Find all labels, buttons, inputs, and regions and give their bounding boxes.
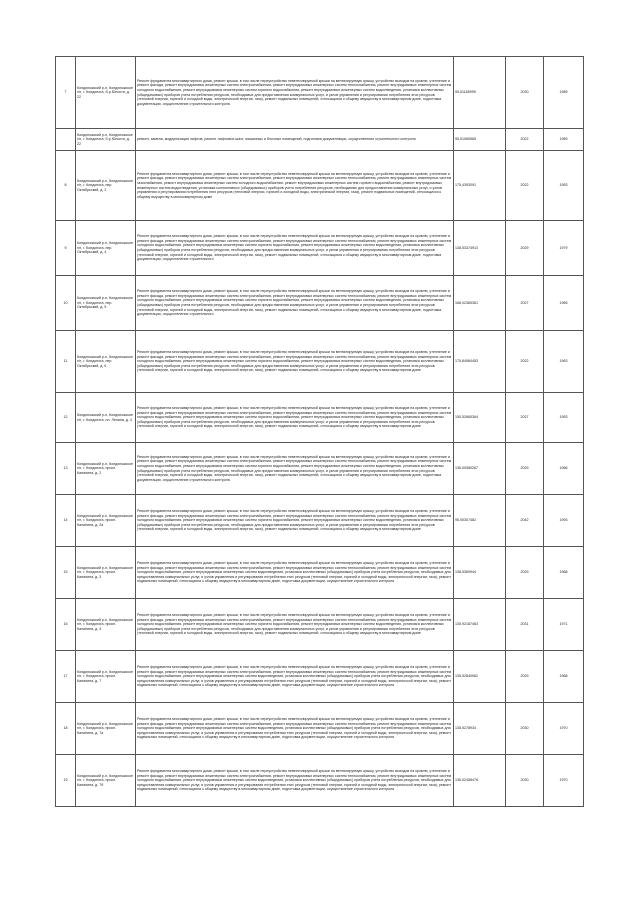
row-number-cell: 17	[56, 651, 76, 703]
address-cell: Кондопожский р-н, Кондопожское г/п, г. Кондопога, просп. Калинина, д. 7	[76, 651, 136, 703]
table-row	[56, 755, 584, 807]
work-type-cell: Ремонт фундамента многоквартирного дома, ремонт крыши, в том числе переустройство невентилируемой крыши на вентилируемую крышу, устройство выходов на кровлю, утепление и ремонт фасада, ремонт внутридомовых инженерных систем электроснабжения, ремонт внутридомовых инженерных систем теплоснабжения, ремонт внутридомовых инженерных систем холодного водоснабжения, ремонт внутридомовых инженерных систем водоотведения, установка коллективных (общедомовых) приборов учета потребления ресурсов, необходимых для предоставления коммунальных услуг, и узлов управления и регулирования потребления этих ресурсов (тепловой энергии, горячей и холодной воды, электрической энергии, газа), ремонт подвальных помещений, относящихся к общему имуществу в многоквартирном доме, подготовка документации, осуществление строительного контроля	[136, 703, 454, 755]
planned-year-cell: 2022	[506, 331, 544, 393]
work-type-cell: Ремонт фундамента многоквартирного дома, ремонт крыши, в том числе переустройство невентилируемой крыши на вентилируемую крышу, устройство выходов на кровлю, утепление и ремонт фасада, ремонт внутридомовых инженерных систем электроснабжения, ремонт внутридомовых инженерных систем теплоснабжения, ремонт внутридомовых инженерных систем холодного водоснабжения, ремонт внутридомовых инженерных систем водоотведения, установка коллективных (общедомовых) приборов учета потребления ресурсов, необходимых для предоставления коммунальных услуг, и узлов управления и регулирования потребления этих ресурсов (тепловой энергии, горячей и холодной воды, электрической энергии, газа), ремонт подвальных помещений, относящихся к общему имуществу в многоквартирном доме, подготовка документации, осуществление строительного контроля	[136, 755, 454, 807]
address-cell: Кондопожский р-н, Кондопожское г/п, г. Кондопога, б-р Юности, д. 22	[76, 57, 136, 129]
work-type-cell: Ремонт фундамента многоквартирного дома, ремонт крыши, в том числе переустройство невентилируемой крыши на вентилируемую крышу, устройство выходов на кровлю, утепление и ремонт фасада, ремонт внутридомовых инженерных систем электроснабжения, ремонт внутридомовых инженерных систем теплоснабжения, ремонт внутридомовых инженерных систем холодного водоснабжения, ремонт внутридомовых инженерных систем горячего водоснабжения, ремонт внутридомовых инженерных систем водоотведения, установка коллективных (общедомовых) приборов учета потребления ресурсов, необходимых для предоставления коммунальных услуг, и узлов управления и регулирования потребления этих ресурсов (тепловой энергии, горячей и холодной воды, электрической энергии, газа), ремонт подвальных помещений, относящихся к общему имуществу в многоквартирном доме, подготовка документации, осуществление строительного	[136, 276, 454, 331]
work-type-cell: Ремонт фундамента многоквартирного дома, ремонт крыши, в том числе переустройство невентилируемой крыши на вентилируемую крышу, устройство выходов на кровлю, утепление и ремонт фасада, ремонт внутридомовых инженерных систем электроснабжения, ремонт внутридомовых инженерных систем теплоснабжения, ремонт внутридомовых инженерных систем газоснабжения, ремонт внутридомовых инженерных систем холодного водоснабжения, ремонт внутридомовых инженерных систем горячего водоснабжения, ремонт внутридомовых инженерных систем водоотведения, установка коллективных (общедомовых) приборов учета потребления ресурсов, необходимых для предоставления коммунальных услуг, и узлов управления и регулирования потребления этих ресурсов (тепловой энергии, горячей и холодной воды, электрической энергии, газа), ремонт подвальных помещений, относящихся к общему имуществу в многоквартирном доме	[136, 151, 454, 221]
build-year-cell: 1953	[544, 393, 584, 443]
row-number-cell: 19	[56, 755, 76, 807]
work-type-cell: Ремонт фундамента многоквартирного дома, ремонт крыши, в том числе переустройство невентилируемой крыши на вентилируемую крышу, устройство выходов на кровлю, утепление и ремонт фасада, ремонт внутридомовых инженерных систем электроснабжения, ремонт внутридомовых инженерных систем теплоснабжения, ремонт внутридомовых инженерных систем холодного водоснабжения, ремонт внутридомовых инженерных систем горячего водоснабжения, ремонт внутридомовых инженерных систем водоотведения, установка коллективных (общедомовых) приборов учета потребления ресурсов, необходимых для предоставления коммунальных услуг, и узлов управления и регулирования потребления этих ресурсов (тепловой энергии, горячей и холодной воды, электрической энергии, газа), ремонт подвальных помещений, относящихся к общему имуществу в многоквартирном доме	[136, 393, 454, 443]
build-year-cell: 1970	[544, 755, 584, 807]
address-cell: Кондопожский р-н, Кондопожское г/п, г. Кондопога, просп. Калинина, д. 4	[76, 599, 136, 651]
table-row	[56, 547, 584, 599]
planned-year-cell: 2027	[506, 393, 544, 443]
cost-cell: 95,50307482	[454, 495, 506, 547]
work-type-cell: Ремонт фундамента многоквартирного дома, ремонт крыши, в том числе переустройство невентилируемой крыши на вентилируемую крышу, устройство выходов на кровлю, утепление и ремонт фасада, ремонт внутридомовых инженерных систем электроснабжения, ремонт внутридомовых инженерных систем теплоснабжения, ремонт внутридомовых инженерных систем холодного водоснабжения, ремонт внутридомовых инженерных систем водоотведения, установка коллективных (общедомовых) приборов учета потребления ресурсов, необходимых для предоставления коммунальных услуг, и узлов управления и регулирования потребления этих ресурсов (тепловой энергии, горячей и холодной воды, электрической энергии, газа), ремонт подвальных помещений, относящихся к общему имуществу в многоквартирном доме, подготовка документации, осуществление строительного контроля	[136, 547, 454, 599]
planned-year-cell: 2031	[506, 599, 544, 651]
build-year-cell: 1993	[544, 495, 584, 547]
cost-cell: 175,84984453	[454, 331, 506, 393]
address-cell: Кондопожский р-н, Кондопожское г/п, г. Кондопога, просп. Калинина, д. 7б	[76, 755, 136, 807]
planned-year-cell: 2029	[506, 221, 544, 276]
planned-year-cell: 2029	[506, 651, 544, 703]
table-row	[56, 443, 584, 495]
planned-year-cell: 2042	[506, 495, 544, 547]
cost-cell: 135,5278934	[454, 703, 506, 755]
table-body	[56, 57, 584, 807]
table-row	[56, 703, 584, 755]
table-row	[56, 151, 584, 221]
capital-repair-table	[55, 56, 584, 807]
address-cell: Кондопожский р-н, Кондопожское г/п, г. Кондопога, пер. Октябрьский, д. 5	[76, 276, 136, 331]
row-number-cell: 12	[56, 393, 76, 443]
work-type-cell: Ремонт фундамента многоквартирного дома, ремонт крыши, в том числе переустройство невентилируемой крыши на вентилируемую крышу, устройство выходов на кровлю, утепление и ремонт фасада, ремонт внутридомовых инженерных систем электроснабжения, ремонт внутридомовых инженерных систем теплоснабжения, ремонт внутридомовых инженерных систем холодного водоснабжения, ремонт внутридомовых инженерных систем горячего водоснабжения, ремонт внутридомовых инженерных систем водоотведения, установка коллективных (общедомовых) приборов учета потребления ресурсов, необходимых для предоставления коммунальных услуг, и узлов управления и регулирования потребления этих ресурсов (тепловой энергии, горячей и холодной воды, электрической энергии, газа), ремонт подвальных помещений, относящихся к общему имуществу в многоквартирном доме	[136, 331, 454, 393]
row-number-cell: 9	[56, 221, 76, 276]
row-number-cell: 18	[56, 703, 76, 755]
work-type-cell: ремонт, замена, модернизация лифтов, ремонт лифтовых шахт, машинных и блочных помещений, подготовка документации, осуществление строительного контроля	[136, 129, 454, 151]
planned-year-cell: 2029	[506, 547, 544, 599]
row-number-cell: 16	[56, 599, 76, 651]
cost-cell: 175,4393091	[454, 151, 506, 221]
cost-cell: 95,51065565	[454, 129, 506, 151]
cost-cell: 136,09380267	[454, 443, 506, 495]
planned-year-cell: 2030	[506, 703, 544, 755]
work-type-cell: Ремонт фундамента многоквартирного дома, ремонт крыши, в том числе переустройство невентилируемой крыши на вентилируемую крышу, устройство выходов на кровлю, утепление и ремонт фасада, ремонт внутридомовых инженерных систем электроснабжения, ремонт внутридомовых инженерных систем теплоснабжения, ремонт внутридомовых инженерных систем холодного водоснабжения, ремонт внутридомовых инженерных систем горячего водоснабжения, ремонт внутридомовых инженерных систем водоотведения, установка коллективных (общедомовых) приборов учета потребления ресурсов, необходимых для предоставления коммунальных услуг, и узлов управления и регулирования потребления этих ресурсов (тепловой энергии, горячей и холодной воды, электрической энергии, газа), ремонт подвальных помещений, относящихся к общему имуществу в многоквартирном доме, подготовка документации, осуществление строительного	[136, 221, 454, 276]
row-number-cell: 8	[56, 151, 76, 221]
row-number-cell: 10	[56, 276, 76, 331]
address-cell: Кондопожский р-н, Кондопожское г/п, г. Кондопога, пер. Октябрьский, д. 4	[76, 221, 136, 276]
cost-cell: 135,52840562	[454, 651, 506, 703]
table-row	[56, 276, 584, 331]
row-number-cell: 13	[56, 443, 76, 495]
table-row	[56, 599, 584, 651]
cost-cell: 136,02458476	[454, 755, 506, 807]
row-number-cell: 7	[56, 57, 76, 129]
planned-year-cell: 2022	[506, 151, 544, 221]
address-cell: Кондопожский р-н, Кондопожское г/п, г. Кондопога, просп. Калинина, д. 2а	[76, 495, 136, 547]
row-number-cell: 15	[56, 547, 76, 599]
row-number-cell: 14	[56, 495, 76, 547]
planned-year-cell: 2027	[506, 276, 544, 331]
table-row	[56, 495, 584, 547]
work-type-cell: Ремонт фундамента многоквартирного дома, ремонт крыши, в том числе переустройство невентилируемой крыши на вентилируемую крышу, устройство выходов на кровлю, утепление и ремонт фасада, ремонт внутридомовых инженерных систем электроснабжения, ремонт внутридомовых инженерных систем теплоснабжения, ремонт внутридомовых инженерных систем холодного водоснабжения, ремонт внутридомовых инженерных систем горячего водоснабжения, ремонт внутридомовых инженерных систем водоотведения, установка коллективных (общедомовых) приборов учета потребления ресурсов, необходимых для предоставления коммунальных услуг, и узлов управления и регулирования потребления этих ресурсов (тепловой энергии, горячей и холодной воды, электрической энергии, газа), ремонт подвальных помещений, относящихся к общему имуществу в многоквартирном доме	[136, 495, 454, 547]
register-sheet	[55, 56, 583, 807]
cost-cell: 155,52665364	[454, 393, 506, 443]
address-cell: Кондопожский р-н, Кондопожское г/п, г. Кондопога, пер. Октябрьский, д. 2	[76, 151, 136, 221]
build-year-cell: 1971	[544, 599, 584, 651]
work-type-cell: Ремонт фундамента многоквартирного дома, ремонт крыши, в том числе переустройство невентилируемой крыши на вентилируемую крышу, устройство выходов на кровлю, утепление и ремонт фасада, ремонт внутридомовых инженерных систем электроснабжения, ремонт внутридомовых инженерных систем теплоснабжения, ремонт внутридомовых инженерных систем холодного водоснабжения, ремонт внутридомовых инженерных систем горячего водоснабжения, ремонт внутридомовых инженерных систем водоотведения, установка коллективных (общедомовых) приборов учета потребления ресурсов, необходимых для предоставления коммунальных услуг, и узлов управления и регулирования потребления этих ресурсов (тепловой энергии, горячей и холодной воды, электрической энергии, газа), ремонт подвальных помещений, относящихся к общему имуществу в многоквартирном доме	[136, 599, 454, 651]
work-type-cell: Ремонт фундамента многоквартирного дома, ремонт крыши, в том числе переустройство невентилируемой крыши на вентилируемую крышу, устройство выходов на кровлю, утепление и ремонт фасада, ремонт внутридомовых инженерных систем электроснабжения, ремонт внутридомовых инженерных систем теплоснабжения, ремонт внутридомовых инженерных систем холодного водоснабжения, ремонт внутридомовых инженерных систем водоотведения, установка коллективных (общедомовых) приборов учета потребления ресурсов, необходимых для предоставления коммунальных услуг, и узлов управления и регулирования потребления этих ресурсов (тепловой энергии, горячей и холодной воды, электрической энергии, газа), ремонт подвальных помещений, относящихся к общему имуществу в многоквартирном доме, подготовка документации, осуществление строительного контроля	[136, 651, 454, 703]
build-year-cell: 1968	[544, 651, 584, 703]
row-number-cell: 11	[56, 331, 76, 393]
build-year-cell: 1970	[544, 703, 584, 755]
planned-year-cell: 2022	[506, 129, 544, 151]
table-row	[56, 331, 584, 393]
planned-year-cell: 2030	[506, 57, 544, 129]
build-year-cell: 1968	[544, 547, 584, 599]
build-year-cell: 1965	[544, 276, 584, 331]
table-row	[56, 651, 584, 703]
build-year-cell: 1989	[544, 57, 584, 129]
table-row	[56, 129, 584, 151]
build-year-cell: 1979	[544, 221, 584, 276]
cost-cell: 138,53374913	[454, 221, 506, 276]
build-year-cell: 1963	[544, 331, 584, 393]
address-cell: Кондопожский р-н, Кондопожское г/п, г. Кондопога, пер. Октябрьский, д. 6	[76, 331, 136, 393]
address-cell: Кондопожский р-н, Кондопожское г/п, г. Кондопога, б-р Юности, д. 22	[76, 129, 136, 151]
build-year-cell: 1989	[544, 129, 584, 151]
address-cell: Кондопожский р-н, Кондопожское г/п, г. Кондопога, просп. Калинина, д. 7а	[76, 703, 136, 755]
planned-year-cell: 2030	[506, 755, 544, 807]
address-cell: Кондопожский р-н, Кондопожское г/п, г. Кондопога, пл. Ленина, д. 3	[76, 393, 136, 443]
work-type-cell: Ремонт фундамента многоквартирного дома, ремонт крыши, в том числе переустройство невентилируемой крыши на вентилируемую крышу, устройство выходов на кровлю, утепление и ремонт фасада, ремонт внутридомовых инженерных систем электроснабжения, ремонт внутридомовых инженерных систем теплоснабжения, ремонт внутридомовых инженерных систем холодного водоснабжения, ремонт внутридомовых инженерных систем горячего водоснабжения, ремонт внутридомовых инженерных систем водоотведения, установка коллективных (общедомовых) приборов учета потребления ресурсов, необходимых для предоставления коммунальных услуг, и узлов управления и регулирования потребления этих ресурсов (тепловой энергии, горячей и холодной воды, электрической энергии, газа), ремонт подвальных помещений, относящихся к общему имуществу в многоквартирном доме, подготовка документации, осуществление строительного контроля	[136, 443, 454, 495]
cost-cell: 168,02365361	[454, 276, 506, 331]
table-row	[56, 221, 584, 276]
work-type-cell: Ремонт фундамента многоквартирного дома, ремонт крыши, в том числе переустройство невентилируемой крыши на вентилируемую крышу, устройство выходов на кровлю, утепление и ремонт фасада, ремонт внутридомовых инженерных систем электроснабжения, ремонт внутридомовых инженерных систем теплоснабжения, ремонт внутридомовых инженерных систем холодного водоснабжения, ремонт внутридомовых инженерных систем горячего водоснабжения, ремонт внутридомовых инженерных систем водоотведения, установка коллективных (общедомовых) приборов учета потребления ресурсов, необходимых для предоставления коммунальных услуг, и узлов управления и регулирования потребления этих ресурсов (тепловой энергии, горячей и холодной воды, электрической энергии, газа), ремонт подвальных помещений, относящихся к общему имуществу в многоквартирном доме, подготовка документации, осуществление строительного контроля	[136, 57, 454, 129]
table-row	[56, 393, 584, 443]
cost-cell: 138,5369944	[454, 547, 506, 599]
table-row	[56, 57, 584, 129]
row-number-cell	[56, 129, 76, 151]
cost-cell: 135,92187463	[454, 599, 506, 651]
build-year-cell: 1966	[544, 443, 584, 495]
address-cell: Кондопожский р-н, Кондопожское г/п, г. Кондопога, просп. Калинина, д. 2	[76, 443, 136, 495]
address-cell: Кондопожский р-н, Кондопожское г/п, г. Кондопога, просп. Калинина, д. 3	[76, 547, 136, 599]
planned-year-cell: 2029	[506, 443, 544, 495]
cost-cell: 95,51165995	[454, 57, 506, 129]
build-year-cell: 1953	[544, 151, 584, 221]
